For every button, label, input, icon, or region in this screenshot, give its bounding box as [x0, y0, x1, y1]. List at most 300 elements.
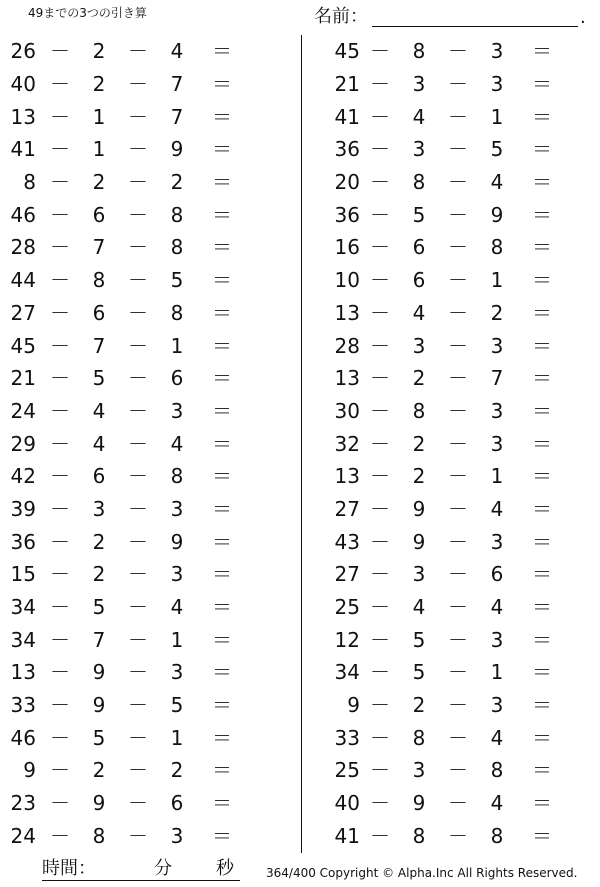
equals-sign: ＝	[532, 137, 552, 162]
minus-sign: －	[128, 104, 148, 129]
second-number: 7	[92, 333, 106, 358]
first-number: 25	[334, 595, 360, 620]
second-number: 2	[92, 529, 106, 554]
minus-sign: －	[128, 758, 148, 783]
equals-sign: ＝	[532, 398, 552, 423]
minus-sign: －	[448, 137, 468, 162]
equals-sign: ＝	[532, 464, 552, 489]
minus-sign: －	[370, 398, 390, 423]
third-number: 8	[170, 464, 184, 489]
second-number: 4	[412, 104, 426, 129]
equals-sign: ＝	[212, 104, 232, 129]
problem-row	[0, 329, 260, 362]
equals-sign: ＝	[212, 39, 232, 64]
first-number: 28	[10, 235, 36, 260]
problem-row	[320, 525, 580, 558]
minus-sign: －	[370, 104, 390, 129]
minus-sign: －	[370, 268, 390, 293]
problem-row	[320, 264, 580, 297]
minus-sign: －	[448, 627, 468, 652]
first-number: 24	[10, 823, 36, 848]
first-number: 34	[334, 660, 360, 685]
third-number: 8	[490, 823, 504, 848]
minus-sign: －	[448, 398, 468, 423]
equals-sign: ＝	[532, 268, 552, 293]
equals-sign: ＝	[212, 398, 232, 423]
problem-row	[320, 362, 580, 395]
problem-row	[320, 395, 580, 428]
name-field[interactable]	[314, 6, 584, 28]
equals-sign: ＝	[212, 235, 232, 260]
first-number: 40	[10, 72, 36, 97]
minus-sign: －	[50, 660, 70, 685]
minus-sign: －	[448, 72, 468, 97]
minus-sign: －	[370, 758, 390, 783]
first-number: 29	[10, 431, 36, 456]
problem-row	[320, 460, 580, 493]
minus-sign: －	[128, 823, 148, 848]
second-number: 9	[92, 791, 106, 816]
minus-sign: －	[370, 39, 390, 64]
third-number: 3	[490, 333, 504, 358]
equals-sign: ＝	[532, 202, 552, 227]
minus-sign: －	[128, 725, 148, 750]
minus-sign: －	[128, 398, 148, 423]
minus-sign: －	[448, 496, 468, 521]
first-number: 10	[334, 268, 360, 293]
minus-sign: －	[50, 333, 70, 358]
second-number: 6	[92, 464, 106, 489]
second-number: 5	[412, 660, 426, 685]
minus-sign: －	[50, 398, 70, 423]
problem-row	[0, 264, 260, 297]
first-number: 21	[334, 72, 360, 97]
minus-sign: －	[50, 464, 70, 489]
first-number: 44	[10, 268, 36, 293]
equals-sign: ＝	[532, 529, 552, 554]
name-underline	[372, 26, 578, 27]
minus-sign: －	[50, 496, 70, 521]
problem-row	[0, 166, 260, 199]
equals-sign: ＝	[532, 823, 552, 848]
third-number: 8	[170, 235, 184, 260]
minus-sign: －	[128, 170, 148, 195]
minus-sign: －	[370, 496, 390, 521]
problem-row	[320, 591, 580, 624]
first-number: 24	[10, 398, 36, 423]
second-number: 7	[92, 627, 106, 652]
problem-row	[320, 689, 580, 722]
problem-row	[0, 297, 260, 330]
equals-sign: ＝	[212, 431, 232, 456]
minus-sign: －	[448, 595, 468, 620]
equals-sign: ＝	[212, 693, 232, 718]
minus-sign: －	[448, 431, 468, 456]
minus-sign: －	[50, 104, 70, 129]
third-number: 4	[490, 595, 504, 620]
equals-sign: ＝	[532, 170, 552, 195]
equals-sign: ＝	[532, 496, 552, 521]
third-number: 1	[490, 104, 504, 129]
minus-sign: －	[50, 562, 70, 587]
problem-row	[320, 623, 580, 656]
minus-sign: －	[448, 39, 468, 64]
equals-sign: ＝	[212, 660, 232, 685]
minus-sign: －	[448, 104, 468, 129]
second-number: 5	[412, 627, 426, 652]
minus-sign: －	[370, 791, 390, 816]
problem-row	[0, 525, 260, 558]
problem-row	[0, 787, 260, 820]
first-number: 40	[334, 791, 360, 816]
first-number: 30	[334, 398, 360, 423]
second-number: 5	[412, 202, 426, 227]
first-number: 27	[334, 562, 360, 587]
equals-sign: ＝	[212, 268, 232, 293]
minus-sign: －	[370, 72, 390, 97]
minus-sign: －	[128, 496, 148, 521]
minus-sign: －	[50, 235, 70, 260]
third-number: 8	[170, 300, 184, 325]
problem-row	[320, 558, 580, 591]
first-number: 41	[334, 823, 360, 848]
problem-row	[320, 787, 580, 820]
second-number: 6	[412, 235, 426, 260]
second-number: 8	[92, 823, 106, 848]
second-number: 2	[412, 366, 426, 391]
minus-sign: －	[370, 464, 390, 489]
minus-sign: －	[448, 464, 468, 489]
equals-sign: ＝	[212, 595, 232, 620]
second-number: 3	[412, 137, 426, 162]
equals-sign: ＝	[212, 72, 232, 97]
first-number: 9	[347, 693, 360, 718]
equals-sign: ＝	[212, 333, 232, 358]
problem-row	[0, 754, 260, 787]
first-number: 27	[334, 496, 360, 521]
minus-sign: －	[50, 693, 70, 718]
third-number: 5	[170, 693, 184, 718]
minus-sign: －	[50, 431, 70, 456]
first-number: 15	[10, 562, 36, 587]
minus-sign: －	[370, 660, 390, 685]
minus-sign: －	[50, 595, 70, 620]
problem-row	[0, 231, 260, 264]
equals-sign: ＝	[212, 202, 232, 227]
minus-sign: －	[370, 137, 390, 162]
seconds-label: 秒	[216, 858, 234, 879]
minus-sign: －	[370, 595, 390, 620]
second-number: 3	[92, 496, 106, 521]
second-number: 5	[92, 595, 106, 620]
third-number: 3	[490, 693, 504, 718]
third-number: 4	[490, 791, 504, 816]
second-number: 9	[92, 660, 106, 685]
problem-row	[320, 427, 580, 460]
first-number: 8	[23, 170, 36, 195]
equals-sign: ＝	[212, 529, 232, 554]
second-number: 2	[92, 72, 106, 97]
minus-sign: －	[50, 791, 70, 816]
second-number: 8	[412, 725, 426, 750]
equals-sign: ＝	[532, 72, 552, 97]
third-number: 3	[490, 39, 504, 64]
second-number: 8	[412, 170, 426, 195]
time-label: 時間：	[42, 858, 96, 879]
problem-row	[320, 133, 580, 166]
left-problem-column	[0, 35, 260, 852]
problem-row	[320, 820, 580, 853]
problem-row	[0, 362, 260, 395]
minus-sign: －	[128, 595, 148, 620]
column-divider	[301, 35, 302, 853]
second-number: 6	[92, 202, 106, 227]
first-number: 43	[334, 529, 360, 554]
equals-sign: ＝	[212, 562, 232, 587]
third-number: 4	[170, 39, 184, 64]
first-number: 13	[10, 660, 36, 685]
third-number: 8	[170, 202, 184, 227]
third-number: 8	[490, 235, 504, 260]
first-number: 39	[10, 496, 36, 521]
problem-row	[320, 297, 580, 330]
problem-row	[320, 656, 580, 689]
minutes-label: 分	[154, 858, 172, 879]
problem-row	[0, 820, 260, 853]
equals-sign: ＝	[532, 431, 552, 456]
first-number: 9	[23, 758, 36, 783]
first-number: 41	[10, 137, 36, 162]
problem-row	[0, 100, 260, 133]
minus-sign: －	[370, 627, 390, 652]
minus-sign: －	[448, 333, 468, 358]
problem-row	[320, 166, 580, 199]
problem-row	[0, 68, 260, 101]
third-number: 7	[170, 104, 184, 129]
equals-sign: ＝	[212, 464, 232, 489]
second-number: 4	[92, 398, 106, 423]
minus-sign: －	[370, 529, 390, 554]
third-number: 7	[490, 366, 504, 391]
second-number: 1	[92, 104, 106, 129]
equals-sign: ＝	[532, 39, 552, 64]
minus-sign: －	[128, 464, 148, 489]
minus-sign: －	[128, 791, 148, 816]
minus-sign: －	[128, 235, 148, 260]
problem-row	[0, 656, 260, 689]
equals-sign: ＝	[532, 562, 552, 587]
name-label: 名前：	[314, 6, 368, 27]
minus-sign: －	[128, 202, 148, 227]
equals-sign: ＝	[212, 170, 232, 195]
second-number: 5	[92, 725, 106, 750]
minus-sign: －	[128, 268, 148, 293]
minus-sign: －	[128, 72, 148, 97]
minus-sign: －	[370, 333, 390, 358]
minus-sign: －	[448, 170, 468, 195]
third-number: 3	[490, 431, 504, 456]
first-number: 36	[334, 202, 360, 227]
worksheet-title: 49までの3つの引き算	[28, 6, 147, 20]
minus-sign: －	[370, 725, 390, 750]
minus-sign: －	[50, 758, 70, 783]
problem-row	[0, 558, 260, 591]
second-number: 2	[92, 170, 106, 195]
third-number: 3	[490, 529, 504, 554]
first-number: 23	[10, 791, 36, 816]
problem-row	[0, 721, 260, 754]
second-number: 9	[412, 791, 426, 816]
first-number: 36	[10, 529, 36, 554]
equals-sign: ＝	[532, 235, 552, 260]
minus-sign: －	[448, 791, 468, 816]
copyright-text: 364/400 Copyright © Alpha.Inc All Rights Reserved.	[266, 866, 578, 880]
equals-sign: ＝	[532, 595, 552, 620]
minus-sign: －	[448, 660, 468, 685]
equals-sign: ＝	[212, 791, 232, 816]
third-number: 3	[490, 398, 504, 423]
second-number: 2	[92, 562, 106, 587]
minus-sign: －	[50, 529, 70, 554]
first-number: 42	[10, 464, 36, 489]
right-problem-column	[320, 35, 580, 852]
minus-sign: －	[50, 72, 70, 97]
problem-row	[320, 198, 580, 231]
first-number: 28	[334, 333, 360, 358]
equals-sign: ＝	[532, 693, 552, 718]
third-number: 8	[490, 758, 504, 783]
first-number: 13	[334, 366, 360, 391]
minus-sign: －	[50, 39, 70, 64]
second-number: 2	[412, 431, 426, 456]
third-number: 2	[490, 300, 504, 325]
problem-row	[0, 689, 260, 722]
problem-row	[320, 329, 580, 362]
minus-sign: －	[370, 366, 390, 391]
second-number: 4	[92, 431, 106, 456]
third-number: 6	[170, 366, 184, 391]
third-number: 3	[170, 823, 184, 848]
equals-sign: ＝	[212, 366, 232, 391]
second-number: 3	[412, 333, 426, 358]
third-number: 4	[490, 170, 504, 195]
problem-row	[320, 100, 580, 133]
minus-sign: －	[448, 693, 468, 718]
third-number: 3	[170, 496, 184, 521]
first-number: 46	[10, 202, 36, 227]
minus-sign: －	[448, 268, 468, 293]
equals-sign: ＝	[212, 300, 232, 325]
third-number: 9	[170, 529, 184, 554]
first-number: 34	[10, 627, 36, 652]
minus-sign: －	[128, 137, 148, 162]
minus-sign: －	[50, 366, 70, 391]
minus-sign: －	[128, 333, 148, 358]
third-number: 5	[490, 137, 504, 162]
second-number: 5	[92, 366, 106, 391]
first-number: 13	[334, 300, 360, 325]
problem-row	[0, 198, 260, 231]
third-number: 3	[170, 398, 184, 423]
minus-sign: －	[50, 268, 70, 293]
minus-sign: －	[370, 562, 390, 587]
first-number: 21	[10, 366, 36, 391]
minus-sign: －	[448, 529, 468, 554]
second-number: 8	[412, 823, 426, 848]
minus-sign: －	[128, 366, 148, 391]
problem-row	[0, 395, 260, 428]
problem-row	[0, 460, 260, 493]
minus-sign: －	[128, 660, 148, 685]
equals-sign: ＝	[532, 366, 552, 391]
problem-row	[320, 35, 580, 68]
second-number: 3	[412, 562, 426, 587]
third-number: 3	[490, 72, 504, 97]
third-number: 7	[170, 72, 184, 97]
minus-sign: －	[128, 39, 148, 64]
minus-sign: －	[128, 431, 148, 456]
equals-sign: ＝	[212, 725, 232, 750]
first-number: 16	[334, 235, 360, 260]
minus-sign: －	[128, 562, 148, 587]
minus-sign: －	[370, 693, 390, 718]
third-number: 3	[490, 627, 504, 652]
first-number: 45	[334, 39, 360, 64]
first-number: 26	[10, 39, 36, 64]
problem-row	[0, 133, 260, 166]
second-number: 8	[92, 268, 106, 293]
minus-sign: －	[448, 300, 468, 325]
minus-sign: －	[50, 725, 70, 750]
second-number: 2	[412, 693, 426, 718]
problem-row	[0, 35, 260, 68]
first-number: 33	[10, 693, 36, 718]
equals-sign: ＝	[532, 300, 552, 325]
problem-row	[320, 493, 580, 526]
third-number: 1	[170, 333, 184, 358]
equals-sign: ＝	[532, 725, 552, 750]
third-number: 4	[170, 595, 184, 620]
second-number: 8	[412, 39, 426, 64]
first-number: 46	[10, 725, 36, 750]
time-field[interactable]	[42, 858, 242, 882]
third-number: 1	[490, 464, 504, 489]
minus-sign: －	[50, 823, 70, 848]
problem-row	[0, 493, 260, 526]
minus-sign: －	[50, 170, 70, 195]
problem-row	[320, 231, 580, 264]
third-number: 2	[170, 758, 184, 783]
minus-sign: －	[50, 300, 70, 325]
third-number: 5	[170, 268, 184, 293]
minus-sign: －	[370, 170, 390, 195]
third-number: 4	[170, 431, 184, 456]
equals-sign: ＝	[532, 104, 552, 129]
problem-row	[0, 591, 260, 624]
equals-sign: ＝	[212, 627, 232, 652]
minus-sign: －	[128, 300, 148, 325]
first-number: 33	[334, 725, 360, 750]
minus-sign: －	[370, 431, 390, 456]
second-number: 2	[92, 758, 106, 783]
first-number: 13	[334, 464, 360, 489]
second-number: 9	[92, 693, 106, 718]
equals-sign: ＝	[212, 823, 232, 848]
minus-sign: －	[370, 300, 390, 325]
third-number: 1	[490, 268, 504, 293]
equals-sign: ＝	[212, 496, 232, 521]
second-number: 1	[92, 137, 106, 162]
